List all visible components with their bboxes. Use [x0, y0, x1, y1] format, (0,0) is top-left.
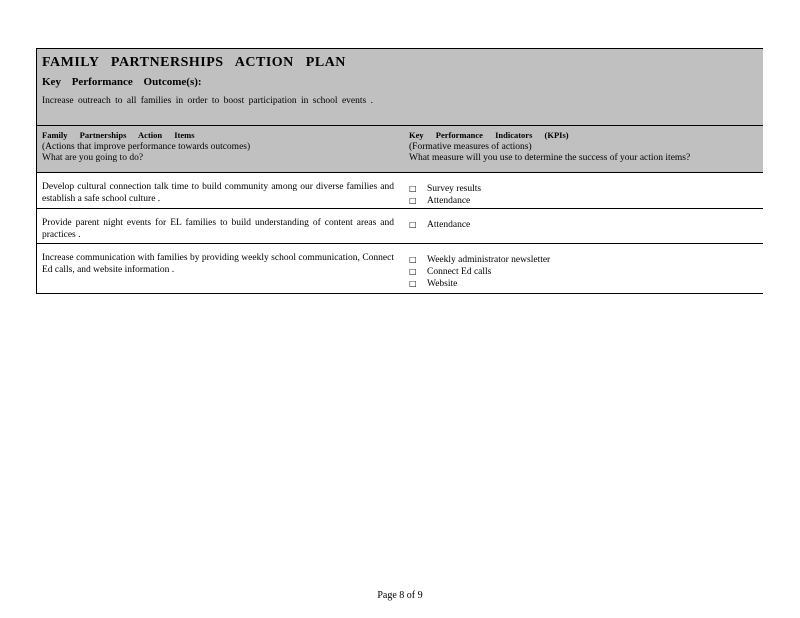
kpi-text: Attendance — [427, 196, 471, 206]
kpi-header-line2: What measure will you use to determine the success of your action items? — [409, 153, 691, 163]
action-text: Develop cultural connection talk time to build community among our diverse families and establish a safe school culture . — [42, 182, 394, 204]
action-cell — [37, 173, 399, 208]
plan-title: FAMILY PARTNERSHIPS ACTION PLAN — [42, 55, 346, 70]
title-block — [37, 49, 763, 126]
kpi-header-title: Key Performance Indicators (KPIs) — [409, 130, 569, 140]
kpi-header-line1: (Formative measures of actions) — [409, 141, 532, 152]
action-items-header-line1: (Actions that improve performance towards outcomes) — [42, 141, 251, 152]
list-item — [409, 219, 758, 231]
kpi-text: Connect Ed calls — [427, 267, 492, 277]
action-plan-table — [36, 48, 763, 294]
kpi-text: Weekly administrator newsletter — [427, 255, 551, 265]
column-header-row — [37, 126, 763, 173]
action-text: Provide parent night events for EL families to build understanding of content areas and practices . — [42, 218, 394, 240]
kpi-list — [409, 213, 758, 231]
action-items-header — [37, 126, 399, 172]
checkbox-bullet-icon: □ — [409, 184, 417, 193]
table-row — [37, 244, 763, 294]
checkbox-bullet-icon: □ — [409, 220, 417, 229]
kpi-text: Survey results — [427, 184, 482, 194]
list-item — [409, 278, 758, 290]
kpi-text: Attendance — [427, 220, 471, 230]
outcomes-label: Key Performance Outcome(s): — [42, 76, 202, 88]
action-cell — [37, 244, 399, 293]
list-item — [409, 183, 758, 195]
list-item — [409, 266, 758, 278]
kpi-cell — [399, 244, 763, 293]
action-items-header-line2: What are you going to do? — [42, 153, 144, 163]
kpi-list — [409, 177, 758, 207]
action-items-header-title: Family Partnerships Action Items — [42, 130, 195, 140]
page-number: Page 8 of 9 — [377, 590, 423, 601]
kpi-cell — [399, 209, 763, 243]
checkbox-bullet-icon: □ — [409, 267, 417, 276]
kpi-text: Website — [427, 279, 458, 289]
action-cell — [37, 209, 399, 243]
checkbox-bullet-icon: □ — [409, 255, 417, 264]
kpi-cell — [399, 173, 763, 208]
table-row — [37, 209, 763, 244]
table-row — [37, 173, 763, 209]
list-item — [409, 195, 758, 207]
checkbox-bullet-icon: □ — [409, 196, 417, 205]
checkbox-bullet-icon: □ — [409, 279, 417, 288]
outcome-text: Increase outreach to all families in order to boost participation in school events . — [42, 96, 373, 106]
kpi-header — [399, 126, 763, 172]
list-item — [409, 254, 758, 266]
action-text: Increase communication with families by providing weekly school communication, Connect Ed calls, and website information . — [42, 253, 394, 275]
kpi-list — [409, 248, 758, 290]
